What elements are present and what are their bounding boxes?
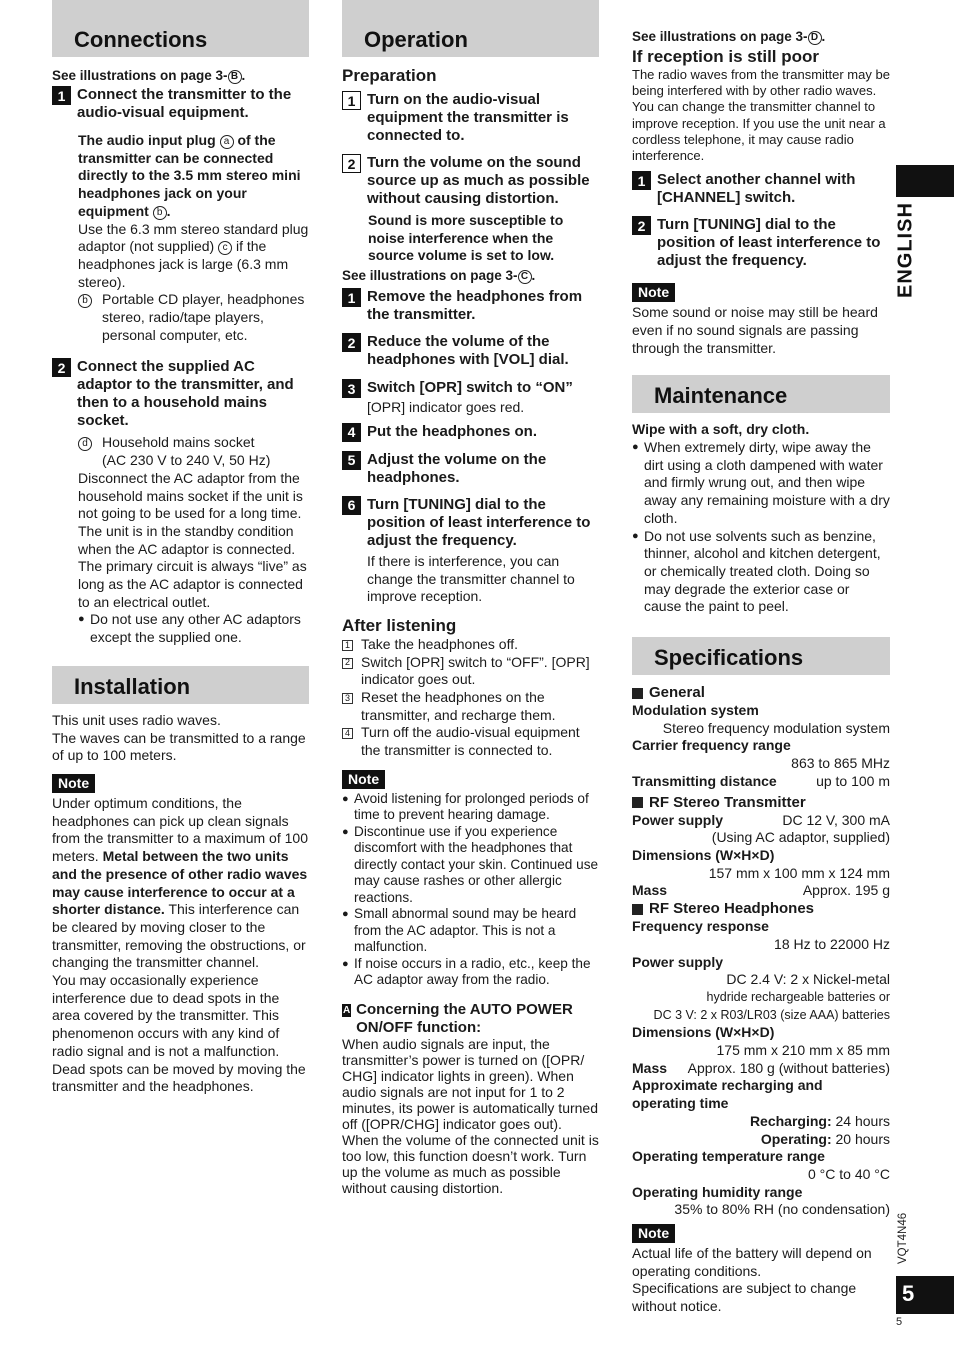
- spec-note-battery: Actual life of the battery will depend on operating conditions.: [632, 1245, 872, 1279]
- after-listening-heading: After listening: [342, 615, 457, 635]
- spec-label: Modulation system: [632, 702, 759, 719]
- spec-label: Frequency response: [632, 918, 769, 935]
- step-title: Put the headphones on.: [367, 422, 538, 440]
- item-number: 3: [342, 693, 353, 704]
- circle-letter-icon: b: [153, 206, 167, 220]
- step-title: Reduce the volume of the headphones with [VOL] dial.: [367, 333, 569, 369]
- note-badge: Note: [342, 770, 385, 789]
- language-tab: [896, 165, 954, 197]
- page-number-box: 5: [896, 1276, 954, 1314]
- connections-illustration-ref: See illustrations on page 3- B .: [52, 68, 246, 83]
- after-item-3: 3 Reset the headphones on the transmitter, and recharge them.: [342, 689, 599, 724]
- spec-transmitter-heading: RF Stereo Transmitter: [632, 794, 890, 812]
- spec-headphones-heading: RF Stereo Headphones: [632, 900, 890, 918]
- step-number: 2: [52, 358, 71, 377]
- adaptor-text: Use the 6.3 mm stereo standard plug adaptor (not supplied) c if the headphones jack is large (6.3 mm stereo).: [78, 220, 309, 290]
- equipment-examples: b Portable CD player, headphones stereo, radio/tape players, personal computer, etc.: [78, 291, 309, 344]
- note-badge: Note: [632, 1224, 675, 1243]
- mains-socket-label: d Household mains socket (AC 230 V to 240 V, 50 Hz): [78, 434, 309, 469]
- step-title: Connect the supplied AC adaptor to the transmitter, and then to a household mains socket.: [77, 358, 294, 430]
- bullet-icon: ●: [342, 908, 349, 921]
- bullet-icon: ●: [342, 825, 349, 838]
- spec-value: 863 to 865 MHz: [791, 755, 890, 772]
- spec-row: Transmitting distance up to 100 m: [632, 772, 890, 789]
- note-bullet: ● Small abnormal sound may be heard from the AC adaptor. This is not a malfunction.: [342, 906, 577, 955]
- after-item-4: 4 Turn off the audio-visual equipment the transmitter is connected to.: [342, 724, 599, 759]
- column-right: [632, 0, 890, 1316]
- reception-illustration-ref: See illustrations on page 3- D .: [632, 29, 826, 44]
- bullet-icon: ●: [342, 792, 349, 805]
- spec-value: 175 mm x 210 mm x 85 mm: [716, 1042, 890, 1059]
- installation-note-text: Under optimum conditions, the headphones can pick up clean signals from the transmitter to a maximum of 100 meters. Metal between the two units and the presence of other radio waves may cause interference to occur at a shorter distance. This interference can be cleared by moving closer to the transmitter, removing the obstructions, or changing the transmitter channel.: [52, 794, 308, 971]
- reception-step-2: [632, 216, 890, 270]
- maintenance-lead: Wipe with a soft, dry cloth.: [632, 421, 810, 438]
- after-item-2: 2 Switch [OPR] switch to “OFF”. [OPR] indicator goes out.: [342, 654, 599, 689]
- spec-value: hydride rechargeable batteries or: [706, 989, 890, 1004]
- item-number: 1: [342, 640, 353, 651]
- spec-value: Operating: 20 hours: [760, 1130, 890, 1147]
- connections-step-2: [52, 358, 309, 430]
- spec-row: Mass Approx. 195 g: [632, 882, 890, 899]
- circle-letter-icon: c: [218, 241, 232, 255]
- installation-heading: Installation: [52, 666, 309, 704]
- op-step-4: [342, 423, 599, 442]
- specifications-heading: Specifications: [632, 637, 890, 675]
- connections-step-1: [52, 86, 309, 122]
- step-title: Turn [TUNING] dial to the position of least interference to adjust the frequency.: [657, 216, 881, 270]
- page-number-small: 5: [896, 1316, 903, 1328]
- step-number: 3: [342, 379, 361, 398]
- adaptor-warning: ● Do not use any other AC adaptors except the supplied one.: [78, 611, 301, 646]
- auto-power-text: When audio signals are input, the transmitter’s power is turned on ([OPR/ CHG] indicator lights in green). When audio signals are not input for 1 to 2 minutes, its power is automatically turned off ([OPR/CHG] indicator goes out). When the volume of the connected unit is too low, this function doesn’t work. Turn up the volume as much as possible without causing distortion.: [342, 1036, 599, 1197]
- maintenance-bullet: ● When extremely dirty, wipe away the dirt using a cloth dampened with water and firmly wrung out, and then wipe away any remaining moisture with a dry cloth.: [632, 439, 890, 526]
- spec-value: 35% to 80% RH (no condensation): [674, 1201, 890, 1218]
- step-detail: If there is interference, you can change the transmitter channel to improve reception.: [367, 552, 575, 605]
- circle-letter-icon: b: [78, 294, 92, 308]
- after-item-1: 1 Take the headphones off.: [342, 636, 599, 654]
- note-badge: Note: [52, 774, 95, 793]
- op-step-2: [342, 333, 599, 369]
- circle-letter-icon: d: [78, 437, 92, 451]
- spec-label: Operating humidity range: [632, 1183, 803, 1200]
- standby-text: The unit is in the standby condition when the AC adaptor is connected. The primary circuit is always “live” as long as the AC adaptor is connected to an electrical outlet.: [78, 522, 307, 610]
- step-number: 1: [342, 91, 361, 110]
- step-title: Switch [OPR] switch to “ON”: [367, 379, 573, 397]
- op-step-6: [342, 496, 599, 606]
- step-title: Adjust the volume on the headphones.: [367, 450, 547, 486]
- step-number: 4: [342, 423, 361, 442]
- spec-label: Dimensions (W×H×D): [632, 1024, 775, 1041]
- installation-range-text: The waves can be transmitted to a range of up to 100 meters.: [52, 729, 306, 764]
- square-bullet-icon: [632, 797, 643, 808]
- step-title: Connect the transmitter to the audio-visual equipment.: [77, 86, 292, 121]
- spec-value: Recharging: 24 hours: [749, 1112, 890, 1129]
- preparation-heading: Preparation: [342, 66, 437, 85]
- spec-label: Approximate recharging and operating time: [632, 1077, 823, 1112]
- bullet-icon: ●: [342, 957, 349, 970]
- step-detail: [OPR] indicator goes red.: [367, 399, 525, 416]
- spec-label: Operating temperature range: [632, 1148, 825, 1165]
- prep-step-2: [342, 154, 599, 208]
- language-label: ENGLISH: [894, 202, 917, 298]
- spec-row: Mass Approx. 180 g (without batteries): [632, 1059, 890, 1076]
- audio-plug-text: The audio input plug a of the transmitter can be connected directly to the 3.5 mm stereo mini headphones jack on your equipment b .: [78, 132, 301, 219]
- circle-letter-icon: a: [220, 135, 234, 149]
- spec-value: Stereo frequency modulation system: [662, 719, 890, 736]
- step-number: 2: [632, 216, 651, 235]
- step-number: 6: [342, 496, 361, 515]
- circle-letter-icon: D: [808, 31, 822, 45]
- installation-dead-spots-text: You may occasionally experience interference due to dead spots in the area covered by the transmitter. This phenomenon occurs with any kind of radio signal and is not a malfunction. Dead spots can be moved by moving the transmitter and the headphones.: [52, 972, 306, 1095]
- spec-row: Power supply DC 12 V, 300 mA: [632, 811, 890, 828]
- item-number: 2: [342, 658, 353, 669]
- connections-step-1-details: [52, 132, 309, 344]
- step-number: 5: [342, 451, 361, 470]
- maintenance-heading: Maintenance: [632, 375, 890, 413]
- step-number: 2: [342, 154, 361, 173]
- spec-general-heading: General: [632, 684, 890, 702]
- operation-heading: Operation: [342, 0, 599, 57]
- reception-step-1: [632, 171, 890, 207]
- bullet-icon: ●: [78, 613, 85, 626]
- step-title: Select another channel with [CHANNEL] switch.: [657, 171, 856, 207]
- spec-value: 18 Hz to 22000 Hz: [774, 935, 890, 952]
- spec-value: DC 2.4 V: 2 x Nickel-metal: [726, 971, 890, 988]
- op-step-5: [342, 451, 599, 487]
- a-letter-icon: A: [342, 1004, 351, 1016]
- installation-radio-text: This unit uses radio waves.: [52, 711, 221, 728]
- spec-label: Carrier frequency range: [632, 737, 791, 754]
- op-step-3: [342, 379, 599, 417]
- spec-value: (Using AC adaptor, supplied): [711, 829, 890, 846]
- note-badge: Note: [632, 283, 675, 302]
- op-step-1: [342, 288, 599, 324]
- step-number: 1: [52, 86, 71, 105]
- square-bullet-icon: [632, 904, 643, 915]
- step-title: Turn [TUNING] dial to the position of least interference to adjust the frequency.: [367, 495, 591, 549]
- disconnect-text: Disconnect the AC adaptor from the household mains socket if the unit is not going to be used for a long time.: [78, 469, 303, 522]
- reception-text: The radio waves from the transmitter may be being interfered with by other radio waves. You can change the transmitter channel to improve reception. If you use the unit near a cordless telephone, it may cause radio interference.: [632, 67, 890, 164]
- step-number: 1: [342, 288, 361, 307]
- auto-power-heading: A Concerning the AUTO POWER ON/OFF function:: [342, 1000, 573, 1036]
- spec-value: 0 °C to 40 °C: [807, 1165, 890, 1182]
- step-number: 2: [342, 333, 361, 352]
- step-number: 1: [632, 171, 651, 190]
- step-title: Turn on the audio-visual equipment the transmitter is connected to.: [367, 91, 569, 144]
- prep-note: Sound is more susceptible to noise interference when the source volume is set to low.: [368, 212, 564, 264]
- square-bullet-icon: [632, 688, 643, 699]
- model-number: VQT4N46: [897, 1212, 909, 1264]
- maintenance-bullet: ● Do not use solvents such as benzine, thinner, alcohol and kitchen detergent, or chemically treated cloth. Doing so may degrade the exterior case or cause the paint to peel.: [632, 527, 881, 615]
- spec-value: DC 3 V: 2 x R03/LR03 (size AAA) batteries: [653, 1007, 890, 1022]
- spec-label: Power supply: [632, 953, 724, 970]
- spec-note-change: Specifications are subject to change without notice.: [632, 1280, 857, 1315]
- spec-label: Dimensions (W×H×D): [632, 846, 775, 863]
- circle-letter-icon: C: [518, 270, 532, 284]
- item-number: 4: [342, 728, 353, 739]
- column-left: [52, 0, 309, 1096]
- reception-heading: If reception is still poor: [632, 47, 820, 66]
- bullet-icon: ●: [632, 441, 639, 454]
- operation-illustration-ref: See illustrations on page 3- C .: [342, 268, 536, 284]
- bullet-icon: ●: [632, 529, 639, 542]
- spec-value: 157 mm x 100 mm x 124 mm: [708, 864, 890, 881]
- note-bullet: ● If noise occurs in a radio, etc., keep the AC adaptor away from the radio.: [342, 955, 591, 988]
- note-bullet: ● Avoid listening for prolonged periods of time to prevent hearing damage.: [342, 790, 589, 823]
- reception-note-text: Some sound or noise may still be heard even if no sound signals are passing through the transmitter.: [632, 304, 878, 356]
- connections-step-2-details: [52, 434, 309, 646]
- circle-letter-icon: B: [228, 70, 242, 84]
- note-bullet: ● Discontinue use if you experience discomfort with the headphones that directly contact your skin. Continued use may cause rashes or other allergic reactions.: [342, 823, 599, 905]
- connections-heading: Connections: [52, 0, 309, 57]
- prep-step-1: [342, 91, 599, 145]
- step-title: Turn the volume on the sound source up as much as possible without causing distortion.: [367, 154, 590, 207]
- column-middle: [342, 0, 599, 1196]
- step-title: Remove the headphones from the transmitter.: [367, 288, 583, 324]
